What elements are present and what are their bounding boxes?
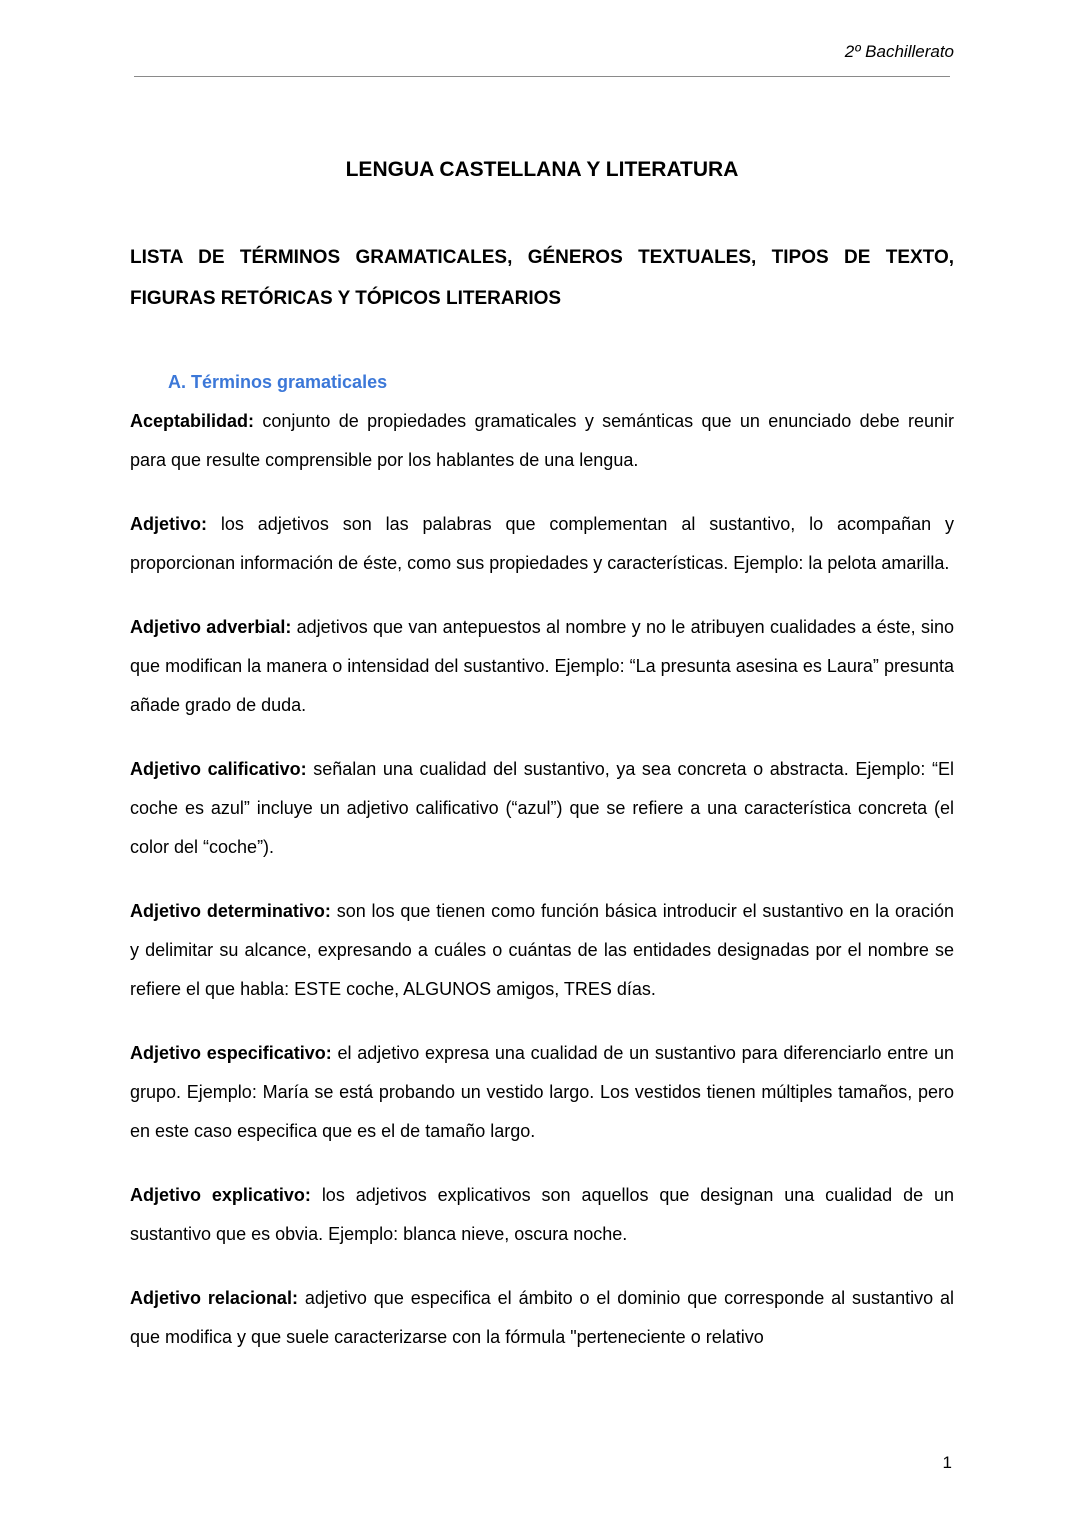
term-definition: señalan una cualidad del sustantivo, ya sea concreta o abstracta. Ejemplo: “El coche es azul” incluye un adjetivo calificativo (“azul”) que se refiere a una característica concreta (el color del “coche”). [130,759,954,857]
term-entry-adjetivo-calificativo [130,750,954,867]
term-name: Adjetivo especificativo: [130,1043,332,1063]
header-divider [134,76,950,77]
term-name: Adjetivo: [130,514,208,534]
term-definition: los adjetivos son las palabras que complementan al sustantivo, lo acompañan y proporcionan información de éste, como sus propiedades y características. Ejemplo: la pelota amarilla. [130,514,954,573]
term-name: Adjetivo adverbial: [130,617,292,637]
term-name: Adjetivo determinativo: [130,901,331,921]
header-course-label: 2º Bachillerato [844,42,954,61]
term-definition: conjunto de propiedades gramaticales y semánticas que un enunciado debe reunir para que resulte comprensible por los hablantes de una lengua. [130,411,954,470]
term-definition: el adjetivo expresa una cualidad de un sustantivo para diferenciarlo entre un grupo. Ejemplo: María se está probando un vestido largo. Los vestidos tienen múltiples tamaños, pero en este caso especifica que es el de tamaño largo. [130,1043,954,1141]
term-entry-adjetivo-determinativo [130,892,954,1009]
term-name: Adjetivo relacional: [130,1288,298,1308]
term-entry-adjetivo-relacional [130,1279,954,1357]
term-entry-adjetivo-adverbial [130,608,954,725]
term-entry-adjetivo [130,505,954,583]
section-heading-terminos-gramaticales: A. Términos gramaticales [168,372,388,392]
document-subtitle: LISTA DE TÉRMINOS GRAMATICALES, GÉNEROS TEXTUALES, TIPOS DE TEXTO, FIGURAS RETÓRICAS Y TÓPICOS LITERARIOS [130,247,965,309]
page-header [130,42,954,77]
term-entries-list [130,402,954,1357]
term-definition: adjetivos que van antepuestos al nombre y no le atribuyen cualidades a éste, sino que modifican la manera o intensidad del sustantivo. Ejemplo: “La presunta asesina es Laura” presunta añade grado de duda. [130,617,954,715]
term-definition: adjetivo que especifica el ámbito o el dominio que corresponde al sustantivo al que modifica y que suele caracterizarse con la fórmula "perteneciente o relativo [130,1288,954,1347]
term-entry-adjetivo-explicativo [130,1176,954,1254]
term-name: Aceptabilidad: [130,411,255,431]
term-entry-aceptabilidad [130,402,954,480]
term-name: Adjetivo explicativo: [130,1185,311,1205]
term-name: Adjetivo calificativo: [130,759,307,779]
term-definition: los adjetivos explicativos son aquellos que designan una cualidad de un sustantivo que es obvia. Ejemplo: blanca nieve, oscura noche. [130,1185,954,1244]
term-entry-adjetivo-especificativo [130,1034,954,1151]
page-number: 1 [942,1453,952,1472]
term-definition: son los que tienen como función básica introducir el sustantivo en la oración y delimitar su alcance, expresando a cuáles o cuántas de las entidades designadas por el nombre se refiere el que habla: ESTE coche, ALGUNOS amigos, TRES días. [130,901,954,999]
document-title: LENGUA CASTELLANA Y LITERATURA [345,158,739,181]
